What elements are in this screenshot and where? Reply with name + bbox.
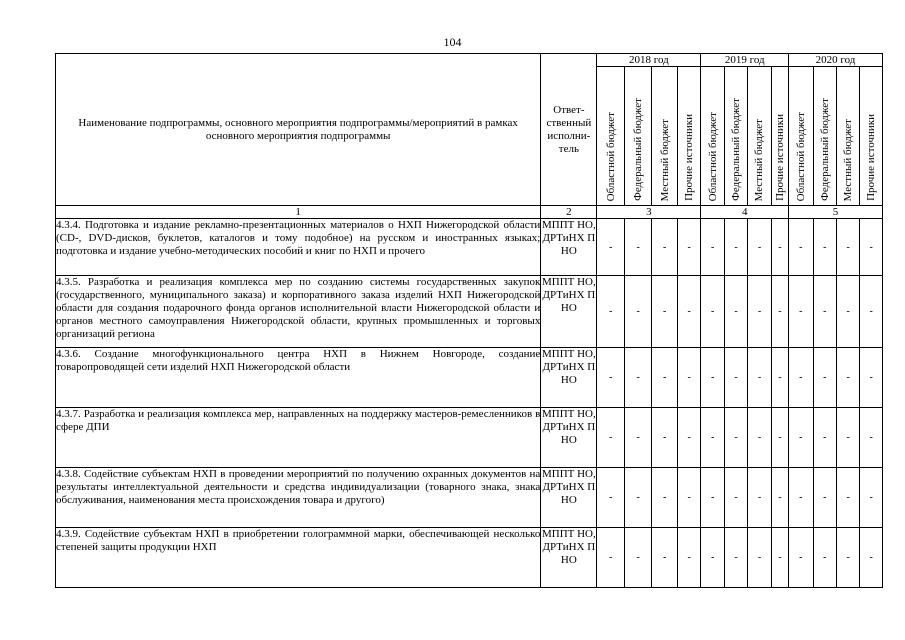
- funding-value: -: [724, 528, 747, 588]
- header-source: [701, 67, 724, 206]
- funding-value: -: [624, 348, 652, 408]
- funding-value: -: [624, 276, 652, 348]
- header-name-column: Наименование подпрограммы, основного мероприятия подпрограммы/мероприятий в рамках основного мероприятия подпрограммы: [56, 54, 541, 206]
- item-responsible: МППТ НО, ДРТиНХ П НО: [541, 348, 597, 408]
- funding-value: -: [789, 468, 813, 528]
- funding-value: -: [597, 219, 625, 276]
- funding-value: -: [677, 276, 700, 348]
- header-year: 2019 год: [701, 54, 789, 67]
- program-table: [55, 53, 883, 588]
- item-responsible: МППТ НО, ДРТиНХ П НО: [541, 408, 597, 468]
- funding-value: -: [836, 408, 859, 468]
- item-name: 4.3.4. Подготовка и издание рекламно-презентационных материалов о НХП Нижегородской области (CD-, DVD-дисков, буклетов, каталогов и тому подобное) на русском и иностранных языках; подготовка и издание учебно-методических пособий и книг по НХП и прочего: [56, 219, 541, 276]
- table-row: [56, 468, 883, 528]
- header-source: [813, 67, 836, 206]
- funding-value: -: [748, 219, 771, 276]
- funding-value: -: [677, 408, 700, 468]
- funding-value: -: [771, 408, 788, 468]
- funding-value: -: [836, 528, 859, 588]
- funding-value: -: [789, 219, 813, 276]
- table-row: [56, 408, 883, 468]
- column-number: 4: [701, 206, 789, 219]
- funding-value: -: [724, 276, 747, 348]
- funding-value: -: [597, 276, 625, 348]
- funding-value: -: [624, 468, 652, 528]
- funding-value: -: [771, 219, 788, 276]
- funding-value: -: [771, 348, 788, 408]
- funding-value: -: [597, 408, 625, 468]
- funding-value: -: [597, 348, 625, 408]
- funding-value: -: [771, 528, 788, 588]
- funding-value: -: [701, 348, 724, 408]
- column-number: 1: [56, 206, 541, 219]
- funding-value: -: [724, 408, 747, 468]
- funding-value: -: [701, 276, 724, 348]
- header-source-label: Прочие источники: [865, 114, 878, 201]
- funding-value: -: [677, 468, 700, 528]
- funding-value: -: [724, 468, 747, 528]
- funding-value: -: [652, 408, 677, 468]
- header-source: [748, 67, 771, 206]
- header-source: [624, 67, 652, 206]
- funding-value: -: [813, 468, 836, 528]
- header-source-label: Федеральный бюджет: [730, 98, 743, 201]
- header-source: [860, 67, 883, 206]
- table-row: [56, 219, 883, 276]
- column-number-row: [56, 206, 883, 219]
- header-source: [677, 67, 700, 206]
- funding-value: -: [748, 468, 771, 528]
- item-responsible: МППТ НО, ДРТиНХ П НО: [541, 528, 597, 588]
- header-year: 2020 год: [789, 54, 883, 67]
- funding-value: -: [677, 219, 700, 276]
- funding-value: -: [748, 408, 771, 468]
- funding-value: -: [860, 528, 883, 588]
- funding-value: -: [789, 276, 813, 348]
- header-source: [597, 67, 625, 206]
- funding-value: -: [701, 528, 724, 588]
- funding-value: -: [789, 408, 813, 468]
- item-responsible: МППТ НО, ДРТиНХ П НО: [541, 468, 597, 528]
- header-source: [789, 67, 813, 206]
- header-responsible-column: Ответ-ственный исполни-тель: [541, 54, 597, 206]
- page-number: 104: [443, 35, 462, 49]
- item-name: 4.3.5. Разработка и реализация комплекса мер по созданию системы государственных закупок (государственного, муниципального заказа) и корпоративного заказа изделий НХП Нижегородской области для создания подарочного фонда органов исполнительной власти Нижегородской области и органов местного самоуправления Нижегородской области, крупных промышленных и торговых организаций региона: [56, 276, 541, 348]
- funding-value: -: [748, 348, 771, 408]
- header-source-label: Областной бюджет: [794, 111, 807, 201]
- column-number: 2: [541, 206, 597, 219]
- funding-value: -: [597, 528, 625, 588]
- funding-value: -: [860, 468, 883, 528]
- funding-value: -: [836, 219, 859, 276]
- funding-value: -: [597, 468, 625, 528]
- funding-value: -: [836, 276, 859, 348]
- header-source: [771, 67, 788, 206]
- header-source: [724, 67, 747, 206]
- header-source: [652, 67, 677, 206]
- column-number: 5: [789, 206, 883, 219]
- funding-value: -: [860, 408, 883, 468]
- funding-value: -: [836, 348, 859, 408]
- funding-value: -: [860, 276, 883, 348]
- funding-value: -: [860, 219, 883, 276]
- header-row-years: [56, 54, 883, 67]
- funding-value: -: [771, 276, 788, 348]
- header-year: 2018 год: [597, 54, 701, 67]
- funding-value: -: [813, 408, 836, 468]
- funding-value: -: [652, 219, 677, 276]
- funding-value: -: [836, 468, 859, 528]
- funding-value: -: [677, 348, 700, 408]
- header-source-label: Прочие источники: [683, 114, 696, 201]
- funding-value: -: [701, 219, 724, 276]
- header-source-label: Федеральный бюджет: [632, 98, 645, 201]
- funding-value: -: [813, 528, 836, 588]
- funding-value: -: [624, 408, 652, 468]
- funding-value: -: [813, 348, 836, 408]
- funding-value: -: [724, 348, 747, 408]
- funding-value: -: [789, 348, 813, 408]
- header-source: [836, 67, 859, 206]
- table-row: [56, 528, 883, 588]
- item-name: 4.3.9. Содействие субъектам НХП в приобретении голограммной марки, обеспечивающей несколько степеней защиты продукции НХП: [56, 528, 541, 588]
- table-row: [56, 276, 883, 348]
- funding-value: -: [652, 468, 677, 528]
- funding-value: -: [789, 528, 813, 588]
- header-source-label: Местный бюджет: [753, 118, 766, 201]
- header-source-label: Местный бюджет: [842, 118, 855, 201]
- funding-value: -: [724, 219, 747, 276]
- funding-value: -: [813, 219, 836, 276]
- funding-value: -: [652, 528, 677, 588]
- funding-value: -: [677, 528, 700, 588]
- funding-value: -: [748, 276, 771, 348]
- funding-value: -: [652, 348, 677, 408]
- funding-value: -: [652, 276, 677, 348]
- funding-value: -: [624, 219, 652, 276]
- item-responsible: МППТ НО, ДРТиНХ П НО: [541, 276, 597, 348]
- funding-value: -: [701, 408, 724, 468]
- funding-value: -: [748, 528, 771, 588]
- header-source-label: Областной бюджет: [706, 111, 719, 201]
- header-source-label: Местный бюджет: [658, 118, 671, 201]
- funding-value: -: [771, 468, 788, 528]
- header-source-label: Прочие источники: [773, 114, 786, 201]
- item-name: 4.3.7. Разработка и реализация комплекса мер, направленных на поддержку мастеров-ремесленников в сфере ДПИ: [56, 408, 541, 468]
- item-responsible: МППТ НО, ДРТиНХ П НО: [541, 219, 597, 276]
- funding-value: -: [860, 348, 883, 408]
- item-name: 4.3.8. Содействие субъектам НХП в проведении мероприятий по получению охранных документов на результаты интеллектуальной деятельности и средства индивидуализации (товарного знака, знака обслуживания, наименования места происхождения товара и другого): [56, 468, 541, 528]
- funding-value: -: [624, 528, 652, 588]
- table-row: [56, 348, 883, 408]
- funding-value: -: [701, 468, 724, 528]
- header-source-label: Областной бюджет: [604, 111, 617, 201]
- item-name: 4.3.6. Создание многофункционального центра НХП в Нижнем Новгороде, создание товаропроводящей сети изделий НХП Нижегородской области: [56, 348, 541, 408]
- column-number: 3: [597, 206, 701, 219]
- header-source-label: Федеральный бюджет: [818, 98, 831, 201]
- funding-value: -: [813, 276, 836, 348]
